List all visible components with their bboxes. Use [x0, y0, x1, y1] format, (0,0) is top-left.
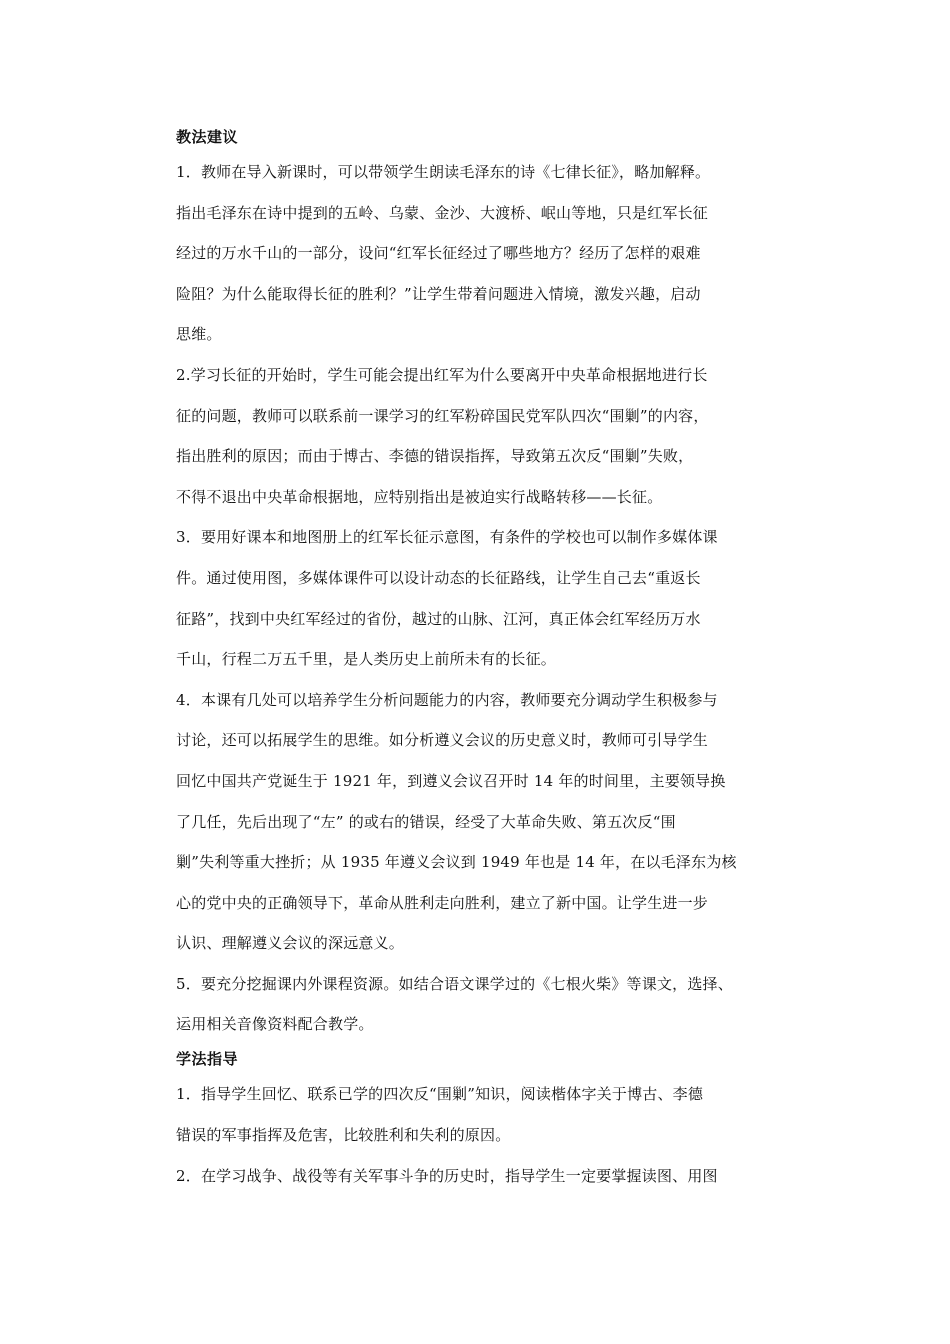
paragraph-line: 4．本课有几处可以培养学生分析问题能力的内容，教师要充分调动学生积极参与: [176, 690, 718, 709]
document-body: [176, 122, 788, 1196]
paragraph-line: 思维。: [176, 325, 222, 344]
paragraph-line: 讨论，还可以拓展学生的思维。如分析遵义会议的历史意义时，教师可引导学生: [176, 731, 709, 750]
paragraph-line: 认识、理解遵义会议的深远意义。: [176, 934, 405, 953]
paragraph-line: 3．要用好课本和地图册上的红军长征示意图，有条件的学校也可以制作多媒体课: [176, 528, 718, 547]
paragraph-line: 5．要充分挖掘课内外课程资源。如结合语文课学过的《七根火柴》等课文，选择、: [176, 974, 733, 993]
paragraph-line: 千山，行程二万五千里，是人类历史上前所未有的长征。: [176, 650, 557, 669]
section-heading: 教法建议: [176, 128, 239, 146]
paragraph-line: 征的问题，教师可以联系前一课学习的红军粉碎国民党军队四次“围剿”的内容，: [176, 406, 709, 425]
section-teaching-suggestions: [176, 122, 788, 1044]
paragraph-line: 险阻？为什么能取得长征的胜利？”让学生带着问题进入情境，激发兴趣，启动: [176, 284, 701, 303]
paragraph-line: 错误的军事指挥及危害，比较胜利和失利的原因。: [176, 1126, 511, 1145]
paragraph-line: 2．在学习战争、战役等有关军事斗争的历史时，指导学生一定要掌握读图、用图: [176, 1166, 718, 1185]
section-heading: 学法指导: [176, 1050, 239, 1069]
paragraph-line: 剿”失利等重大挫折；从 1935 年遵义会议到 1949 年也是 14 年，在以毛泽东为核: [176, 853, 737, 872]
section-study-guidance: [176, 1044, 788, 1196]
paragraph-line: 1．指导学生回忆、联系已学的四次反“围剿”知识，阅读楷体字关于博古、李德: [176, 1085, 704, 1104]
paragraph-line: 回忆中国共产党诞生于 1921 年，到遵义会议召开时 14 年的时间里，主要领导换: [176, 771, 726, 790]
paragraph-line: 指出胜利的原因；而由于博古、李德的错误指挥，导致第五次反“围剿”失败，: [176, 447, 694, 466]
paragraph-line: 运用相关音像资料配合教学。: [176, 1015, 374, 1034]
paragraph-line: 了几任，先后出现了“左” 的或右的错误，经受了大革命失败、第五次反“围: [176, 812, 676, 831]
paragraph-line: 不得不退出中央革命根据地，应特别指出是被迫实行战略转移——长征。: [176, 487, 663, 506]
paragraph-line: 件。通过使用图，多媒体课件可以设计动态的长征路线，让学生自己去“重返长: [176, 568, 701, 587]
paragraph-line: 征路”，找到中央红军经过的省份，越过的山脉、江河，真正体会红军经历万水: [176, 609, 701, 628]
paragraph-line: 2.学习长征的开始时，学生可能会提出红军为什么要离开中央革命根据地进行长: [176, 365, 708, 384]
paragraph-line: 心的党中央的正确领导下，革命从胜利走向胜利，建立了新中国。让学生进一步: [176, 893, 709, 912]
paragraph-line: 指出毛泽东在诗中提到的五岭、乌蒙、金沙、大渡桥、岷山等地，只是红军长征: [176, 203, 709, 222]
paragraph-line: 经过的万水千山的一部分，设问“红军长征经过了哪些地方？经历了怎样的艰难: [176, 244, 701, 263]
paragraph-line: 1．教师在导入新课时，可以带领学生朗读毛泽东的诗《七律长征》，略加解释。: [176, 163, 711, 181]
